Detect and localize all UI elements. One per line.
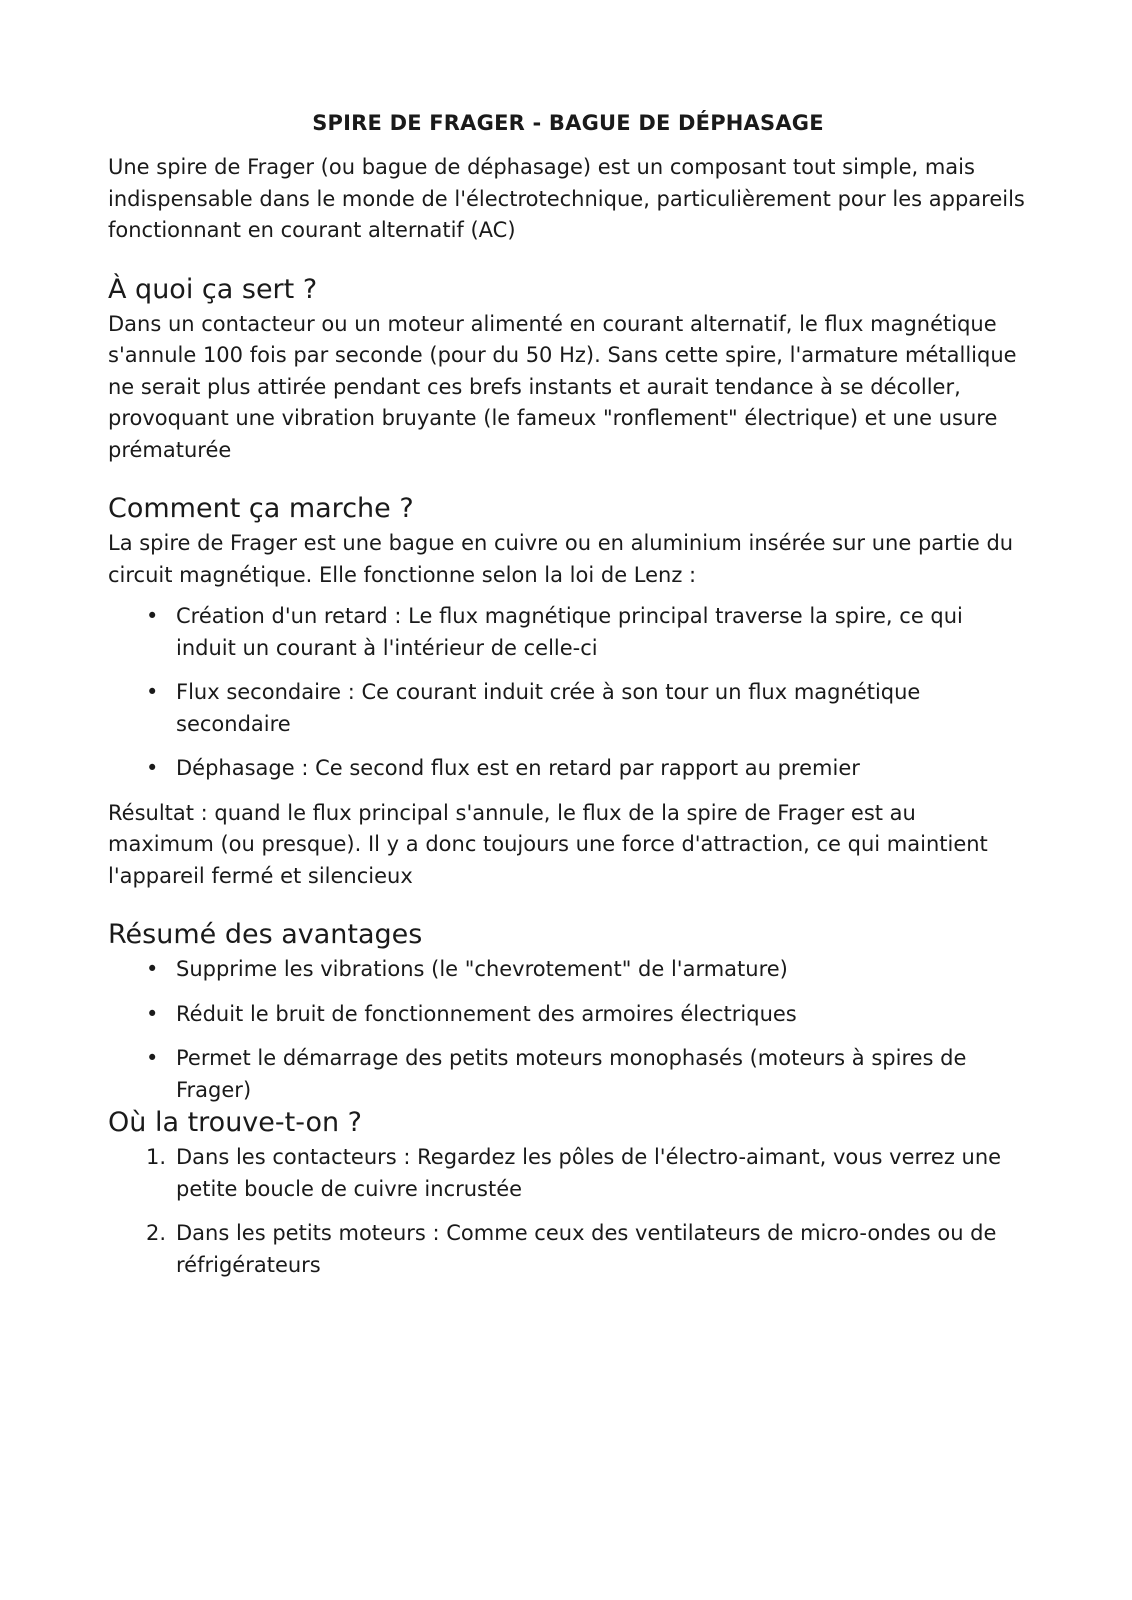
bullet-marker: • xyxy=(146,604,159,628)
list-item xyxy=(108,1218,1028,1281)
list-item-text: Flux secondaire : Ce courant induit crée à son tour un flux magnétique secondaire xyxy=(176,680,921,736)
bullet-marker: • xyxy=(146,957,159,981)
section-where xyxy=(108,1106,1028,1281)
bullet-marker: • xyxy=(146,680,159,704)
list-item xyxy=(108,601,1028,664)
document-page xyxy=(108,108,1028,1294)
list-item xyxy=(108,1043,1028,1106)
intro-paragraph: Une spire de Frager (ou bague de déphasage) est un composant tout simple, mais indispensable dans le monde de l'électrotechnique, particulièrement pour les appareils fonctionnant en courant alternatif (AC) xyxy=(108,155,1025,242)
section-heading-how: Comment ça marche ? xyxy=(108,493,414,524)
section-heading-where: Où la trouve-t-on ? xyxy=(108,1107,363,1138)
how-bullet-list xyxy=(108,601,1028,785)
result-paragraph: Résultat : quand le flux principal s'annule, le flux de la spire de Frager est au maximum (ou presque). Il y a donc toujours une force d'attraction, ce qui maintient l'appareil fermé et silencieux xyxy=(108,800,988,888)
document-title: SPIRE DE FRAGER - BAGUE DE DÉPHASAGE xyxy=(312,111,824,135)
where-numbered-list xyxy=(108,1142,1028,1281)
list-item-text: Dans les petits moteurs : Comme ceux des ventilateurs de micro-ondes ou de réfrigérateurs xyxy=(176,1221,997,1277)
section-how xyxy=(108,492,1028,892)
number-marker: 2. xyxy=(146,1221,167,1245)
bullet-marker: • xyxy=(146,1001,159,1026)
list-item-text: Permet le démarrage des petits moteurs monophasés (moteurs à spires de Frager) xyxy=(176,1046,967,1102)
list-item xyxy=(108,999,1028,1031)
list-item-text: Création d'un retard : Le flux magnétique principal traverse la spire, ce qui induit un courant à l'intérieur de celle-ci xyxy=(176,604,963,660)
list-item xyxy=(108,753,1028,785)
list-item-text: Déphasage : Ce second flux est en retard par rapport au premier xyxy=(176,756,860,780)
bullet-marker: • xyxy=(146,1046,159,1070)
section-heading-purpose: À quoi ça sert ? xyxy=(108,273,318,305)
section-heading-advantages: Résumé des avantages xyxy=(108,919,423,950)
list-item xyxy=(108,677,1028,740)
advantages-bullet-list xyxy=(108,954,1028,1106)
section-text-purpose: Dans un contacteur ou un moteur alimenté en courant alternatif, le flux magnétique s'annule 100 fois par seconde (pour du 50 Hz). Sans cette spire, l'armature métallique ne serait plus attirée pendant ces brefs instants et aurait tendance à se décoller, provoquant une vibration bruyante (le fameux "ronflement" électrique) et une usure prématurée xyxy=(108,311,1017,462)
list-item-text: Dans les contacteurs : Regardez les pôles de l'électro-aimant, vous verrez une petite boucle de cuivre incrustée xyxy=(176,1145,1002,1201)
section-purpose xyxy=(108,273,1028,467)
list-item xyxy=(108,1142,1028,1205)
list-item xyxy=(108,954,1028,986)
section-text-how: La spire de Frager est une bague en cuivre ou en aluminium insérée sur une partie du circuit magnétique. Elle fonctionne selon la loi de Lenz : xyxy=(108,531,1014,587)
bullet-marker: • xyxy=(146,756,159,780)
list-item-text: Supprime les vibrations (le "chevrotement" de l'armature) xyxy=(176,957,788,981)
section-advantages xyxy=(108,918,1028,1106)
number-marker: 1. xyxy=(146,1145,167,1169)
list-item-text: Réduit le bruit de fonctionnement des armoires électriques xyxy=(176,1001,797,1026)
